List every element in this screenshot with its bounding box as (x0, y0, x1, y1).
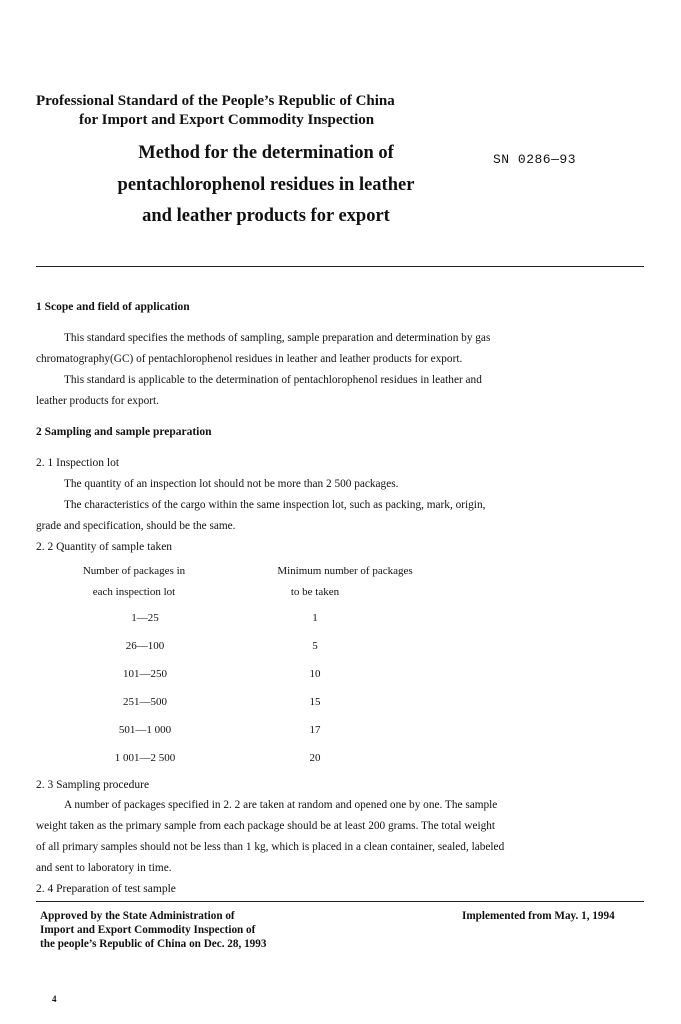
table-col1-header-line-2: each inspection lot (92, 586, 176, 598)
table-row-1-range: 1—25 (131, 612, 159, 624)
table-row-2-minimum: 5 (312, 640, 318, 652)
page-number: 4 (52, 994, 57, 1004)
subsection-2-1-paragraph-2-line-1: The characteristics of the cargo within the same inspection lot, such as packing, mark, origin, (64, 499, 486, 511)
section-1-paragraph-1-line-1: This standard specifies the methods of sampling, sample preparation and determination by gas (64, 332, 491, 344)
document-title-line-3: and leather products for export (142, 206, 390, 226)
implementation-date: Implemented from May. 1, 1994 (462, 910, 615, 922)
footer-divider (36, 901, 644, 902)
organization-line-1: Professional Standard of the People’s Republic of China (36, 93, 395, 109)
approval-line-1: Approved by the State Administration of (40, 910, 235, 922)
subsection-2-3-line-3: of all primary samples should not be less than 1 kg, which is placed in a clean container, sealed, labeled (36, 841, 505, 853)
table-row-4-minimum: 15 (309, 696, 321, 708)
standard-code: SN 0286—93 (493, 152, 577, 167)
table-col1-header-line-1: Number of packages in (82, 565, 186, 577)
subsection-2-1-paragraph-1: The quantity of an inspection lot should not be more than 2 500 packages. (64, 478, 399, 490)
table-row-3-minimum: 10 (309, 668, 321, 680)
document-title-line-2: pentachlorophenol residues in leather (117, 175, 415, 195)
organization-line-2: for Import and Export Commodity Inspection (79, 112, 375, 128)
table-row-5-minimum: 17 (309, 724, 321, 736)
section-1-heading: 1 Scope and field of application (36, 301, 190, 313)
section-1-paragraph-2-line-1: This standard is applicable to the determination of pentachlorophenol residues in leather and (64, 374, 482, 386)
table-col2-header-line-2: to be taken (290, 586, 340, 598)
section-1-paragraph-2-line-2: leather products for export. (36, 395, 159, 407)
subsection-2-3-line-2: weight taken as the primary sample from each package should be at least 200 grams. The total weight (36, 820, 496, 832)
table-col2-header-line-1: Minimum number of packages (277, 565, 413, 577)
subsection-2-2-heading: 2. 2 Quantity of sample taken (36, 541, 173, 553)
subsection-2-1-paragraph-2-line-2: grade and specification, should be the same. (36, 520, 236, 532)
table-row-5-range: 501—1 000 (118, 724, 172, 736)
section-1-paragraph-1-line-2: chromatography(GC) of pentachlorophenol residues in leather and leather products for export. (36, 353, 463, 365)
table-row-6-minimum: 20 (309, 752, 321, 764)
approval-line-3: the people’s Republic of China on Dec. 28, 1993 (40, 938, 267, 950)
subsection-2-4-heading: 2. 4 Preparation of test sample (36, 883, 176, 895)
table-row-6-range: 1 001—2 500 (114, 752, 176, 764)
table-row-3-range: 101—250 (123, 668, 167, 680)
header-divider (36, 266, 644, 267)
section-2-heading: 2 Sampling and sample preparation (36, 426, 212, 438)
document-title-line-1: Method for the determination of (138, 143, 394, 163)
subsection-2-3-line-4: and sent to laboratory in time. (36, 862, 172, 874)
subsection-2-3-line-1: A number of packages specified in 2. 2 are taken at random and opened one by one. The sample (64, 799, 498, 811)
table-row-2-range: 26—100 (125, 640, 165, 652)
table-row-1-minimum: 1 (312, 612, 318, 624)
subsection-2-3-heading: 2. 3 Sampling procedure (36, 779, 150, 791)
table-row-4-range: 251—500 (123, 696, 167, 708)
approval-line-2: Import and Export Commodity Inspection of (40, 924, 256, 936)
subsection-2-1-heading: 2. 1 Inspection lot (36, 457, 120, 469)
